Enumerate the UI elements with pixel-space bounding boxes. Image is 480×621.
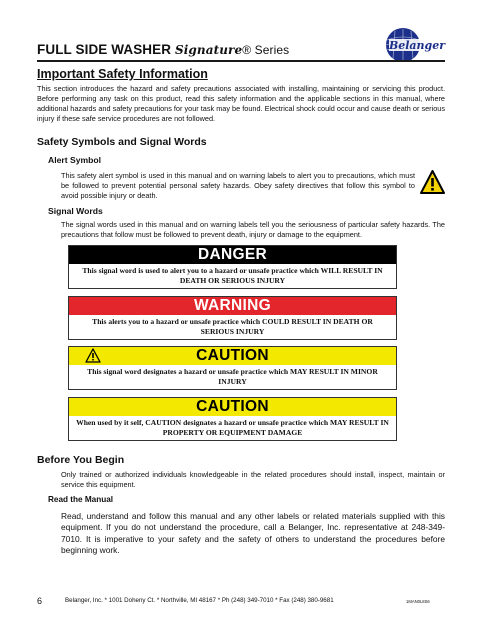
footer-address: Belanger, Inc. * 1001 Doheny Ct. * Northville, MI 48167 * Ph (248) 349-7010 * Fax (248) 380-9681: [65, 597, 334, 604]
warning-text: This alerts you to a hazard or unsafe practice which COULD RESULT IN DEATH OR SERIOUS INJURY: [92, 317, 373, 336]
caution-text-property: When used by it self, CAUTION designates a hazard or unsafe practice which MAY RESULT IN PROPERTY OR EQUIPMENT DAMAGE: [76, 418, 389, 437]
page-number: 6: [37, 596, 43, 606]
danger-band: [69, 246, 396, 264]
caution-word-injury: CAUTION: [196, 347, 269, 364]
danger-sign: [68, 245, 397, 289]
caution-band-property: [69, 398, 396, 416]
alert-paragraph: This safety alert symbol is used in this manual and on warning labels to alert you to precautions, which must be followed to prevent potential personal safety hazards. Obey safety directives that follow this symbol to avoid possible injury or death.: [61, 171, 415, 200]
caution-sign-injury: [68, 346, 397, 390]
danger-word: DANGER: [198, 246, 267, 263]
header-title-suffix: ® Series: [242, 43, 290, 57]
header-title: [37, 42, 289, 57]
caution-word-property: CAUTION: [196, 398, 269, 415]
section-title-safety-symbols: Safety Symbols and Signal Words: [37, 136, 207, 148]
subheading-read-the-manual: Read the Manual: [48, 495, 114, 504]
warning-band: [69, 297, 396, 315]
caution-text-injury: This signal word designates a hazard or unsafe practice which MAY RESULT IN MINOR INJURY: [87, 367, 378, 386]
intro-paragraph: This section introduces the hazard and safety precautions associated with installing, maintaining or servicing this product. Before performing any task on this product, read this safety information and the applicable sections in this manual, where additional hazards and safety precautions for your task may be found. Electrical shock could occur and cause death or serious injury if these safe service procedures are not followed.: [37, 84, 445, 123]
subheading-alert-symbol: Alert Symbol: [48, 155, 102, 165]
danger-text: This signal word is used to alert you to a hazard or unsafe practice which WILL RESULT IN DEATH OR SERIOUS INJURY: [82, 266, 383, 285]
header-title-script: Signature: [174, 43, 243, 57]
logo-text: Belanger: [388, 39, 446, 52]
footer-code: 1MAN0L8S6: [406, 599, 430, 604]
section-title-before-you-begin: Before You Begin: [37, 454, 125, 466]
read-manual-paragraph: Read, understand and follow this manual and any other labels or related materials supplied with this equipment. If you do not understand the procedure, call a Belanger, Inc. representative at 248-349-7010. It is imperative to your safety and the safety of others to understand the procedures before beginning work.: [61, 511, 445, 555]
begin-paragraph: Only trained or authorized individuals knowledgeable in the related procedures should install, inspect, maintain or service this equipment.: [61, 470, 445, 489]
caution-triangle-icon: [85, 348, 101, 363]
subheading-signal-words: Signal Words: [48, 206, 103, 216]
header-title-prefix: FULL SIDE WASHER: [37, 42, 172, 57]
warning-triangle-icon: [420, 170, 445, 194]
warning-sign: [68, 296, 397, 340]
belanger-logo: [377, 26, 447, 64]
header-rule: [37, 60, 445, 62]
caution-band-injury: [69, 347, 396, 365]
signal-paragraph: The signal words used in this manual and on warning labels tell you the seriousness of particular safety hazards. The precautions that follow must be followed to prevent death, injury or damage to the equipment.: [61, 220, 445, 239]
warning-word: WARNING: [193, 297, 271, 314]
caution-sign-property: [68, 397, 397, 441]
section-title-important-safety: Important Safety Information: [37, 67, 208, 81]
